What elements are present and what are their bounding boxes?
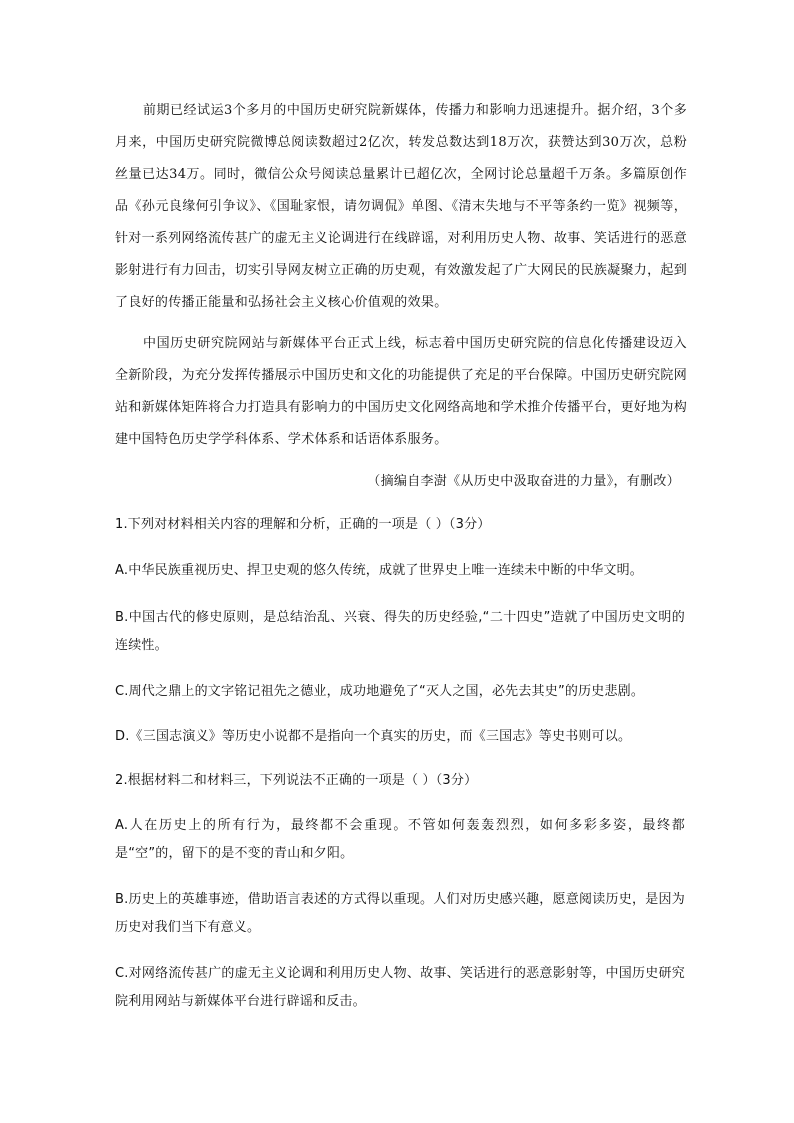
question-2-option-a: A.人在历史上的所有行为，最终都不会重现。不管如何轰轰烈烈，如何多彩多姿，最终都是“空”的，留下的是不变的青山和夕阳。 — [115, 818, 685, 861]
passage-paragraph-1: 前期已经试运3个多月的中国历史研究院新媒体，传播力和影响力迅速提升。据介绍，3个多月来，中国历史研究院微博总阅读数超过2亿次，转发总数达到18万次，获赞达到30万次，总粉丝量已达34万。同时，微信公众号阅读总量累计已超亿次，全网讨论总量超千万条。多篇原创作品《孙元良缘何引争议》、《国耻家恨，请勿调侃》单图、《清末失地与不平等条约一览》视频等，针对一系列网络流传甚广的虚无主义论调进行在线辟谣，对利用历史人物、故事、笑话进行的恶意影射进行有力回击，切实引导网友树立正确的历史观，有效激发起了广大网民的民族凝聚力，起到了良好的传播正能量和弘扬社会主义核心价值观的效果。 — [115, 103, 687, 310]
question-1-option-d: D.《三国志演义》等历史小说都不是指向一个真实的历史，而《三国志》等史书则可以。 — [115, 729, 632, 744]
question-1-stem: 1.下列对材料相关内容的理解和分析，正确的一项是（ ）（3分） — [115, 517, 491, 532]
source-note: （摘编自李澍《从历史中汲取奋进的力量》，有删改） — [367, 474, 680, 489]
question-2-option-c: C.对网络流传甚广的虚无主义论调和利用历史人物、故事、笑话进行的恶意影射等，中国历史研究院利用网站与新媒体平台进行辟谣和反击。 — [115, 966, 685, 1009]
question-1-option-a: A.中华民族重视历史、捍卫史观的悠久传统，成就了世界史上唯一连续未中断的中华文明。 — [115, 563, 643, 578]
question-1-option-c: C.周代之鼎上的文字铭记祖先之德业，成功地避免了“灭人之国，必先去其史”的历史悲剧。 — [115, 684, 645, 699]
question-1-option-b: B.中国古代的修史原则，是总结治乱、兴衰、得失的历史经验,“二十四史”造就了中国历史文明的连续性。 — [115, 610, 685, 653]
question-2-stem: 2.根据材料二和材料三，下列说法不正确的一项是（ ）（3分） — [115, 773, 478, 788]
question-2-option-b: B.历史上的英雄事迹，借助语言表述的方式得以重现。人们对历史感兴趣，愿意阅读历史，是因为历史对我们当下有意义。 — [115, 892, 685, 935]
passage-paragraph-2: 中国历史研究院网站与新媒体平台正式上线，标志着中国历史研究院的信息化传播建设迈入全新阶段，为充分发挥传播展示中国历史和文化的功能提供了充足的平台保障。中国历史研究院网站和新媒体矩阵将合力打造具有影响力的中国历史文化网络高地和学术推介传播平台，更好地为构建中国特色历史学学科体系、学术体系和话语体系服务。 — [115, 336, 687, 447]
